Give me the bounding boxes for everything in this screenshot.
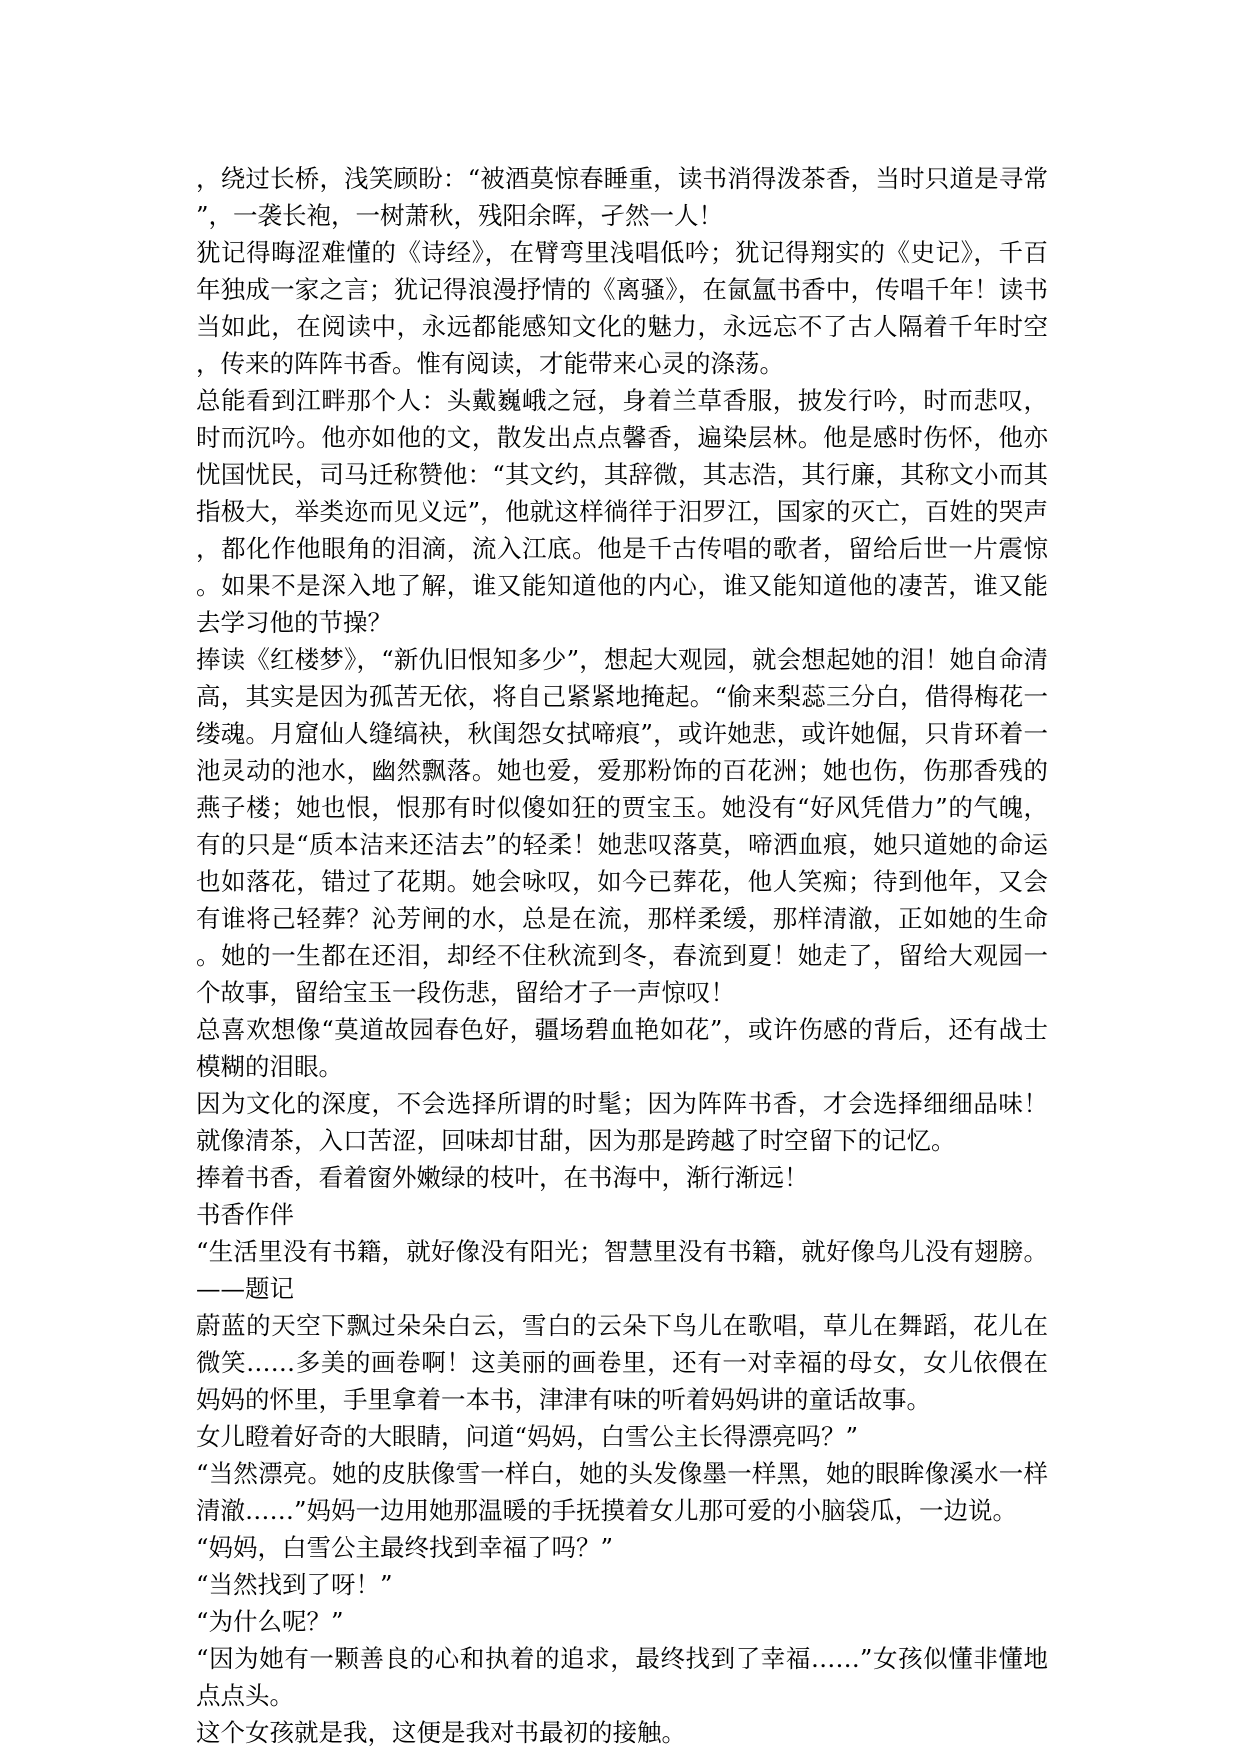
paragraph: ，绕过长桥，浅笑顾盼：“被酒莫惊春睡重，读书消得泼茶香，当时只道是寻常”，一袭长袍，一树萧秋，残阳余晖，孑然一人！ xyxy=(196,164,1048,230)
paragraph: “因为她有一颗善良的心和执着的追求，最终找到了幸福……”女孩似懂非懂地点点头。 xyxy=(196,1644,1048,1710)
epigraph: “生活里没有书籍，就好像没有阳光；智慧里没有书籍，就好像鸟儿没有翅膀。——题记 xyxy=(196,1237,1048,1303)
document-body xyxy=(196,160,1048,1751)
paragraph: 因为文化的深度，不会选择所谓的时髦；因为阵阵书香，才会选择细细品味！就像清茶，入口苦涩，回味却甘甜，因为那是跨越了时空留下的记忆。 xyxy=(196,1089,1048,1155)
paragraph: 蔚蓝的天空下飘过朵朵白云，雪白的云朵下鸟儿在歌唱，草儿在舞蹈，花儿在微笑……多美的画卷啊！这美丽的画卷里，还有一对幸福的母女，女儿依偎在妈妈的怀里，手里拿着一本书，津津有味的听着妈妈讲的童话故事。 xyxy=(196,1311,1048,1414)
paragraph: “当然漂亮。她的皮肤像雪一样白，她的头发像墨一样黑，她的眼眸像溪水一样清澈……”妈妈一边用她那温暖的手抚摸着女儿那可爱的小脑袋瓜，一边说。 xyxy=(196,1459,1048,1525)
section-title: 书香作伴 xyxy=(196,1200,294,1229)
paragraph: 总能看到江畔那个人：头戴巍峨之冠，身着兰草香服，披发行吟，时而悲叹，时而沉吟。他亦如他的文，散发出点点馨香，遍染层林。他是感时伤怀，他亦忧国忧民，司马迁称赞他：“其文约，其辞微，其志浩，其行廉，其称文小而其指极大，举类迩而见义远”，他就这样徜徉于汨罗江，国家的灭亡，百姓的哭声，都化作他眼角的泪滴，流入江底。他是千古传唱的歌者，留给后世一片震惊。如果不是深入地了解，谁又能知道他的内心，谁又能知道他的凄苦，谁又能去学习他的节操？ xyxy=(196,386,1048,637)
paragraph: 捧着书香，看着窗外嫩绿的枝叶，在书海中，渐行渐远！ xyxy=(196,1163,809,1192)
paragraph: 这个女孩就是我，这便是我对书最初的接触。 xyxy=(196,1718,686,1747)
paragraph: “妈妈，白雪公主最终找到幸福了吗？” xyxy=(196,1533,614,1562)
paragraph: “为什么呢？” xyxy=(196,1607,344,1636)
paragraph: 总喜欢想像“莫道故园春色好，疆场碧血艳如花”，或许伤感的背后，还有战士模糊的泪眼。 xyxy=(196,1015,1048,1081)
paragraph: 捧读《红楼梦》，“新仇旧恨知多少”，想起大观园，就会想起她的泪！她自命清高，其实是因为孤苦无依，将自己紧紧地掩起。“偷来梨蕊三分白，借得梅花一缕魂。月窟仙人缝缟袂，秋闺怨女拭啼痕”，或许她悲，或许她倔，只肯环着一池灵动的池水，幽然飘落。她也爱，爱那粉饰的百花洲；她也伤，伤那香残的燕子楼；她也恨，恨那有时似傻如狂的贾宝玉。她没有“好风凭借力”的气魄，有的只是“质本洁来还洁去”的轻柔！她悲叹落莫，啼洒血痕，她只道她的命运也如落花，错过了花期。她会咏叹，如今已葬花，他人笑痴；待到他年，又会有谁将己轻葬？沁芳闸的水，总是在流，那样柔缓，那样清澈，正如她的生命。她的一生都在还泪，却经不住秋流到冬，春流到夏！她走了，留给大观园一个故事，留给宝玉一段伤悲，留给才子一声惊叹！ xyxy=(196,645,1048,1007)
paragraph: 犹记得晦涩难懂的《诗经》，在臂弯里浅唱低吟；犹记得翔实的《史记》，千百年独成一家之言；犹记得浪漫抒情的《离骚》，在氤氲书香中，传唱千年！读书当如此，在阅读中，永远都能感知文化的魅力，永远忘不了古人隔着千年时空，传来的阵阵书香。惟有阅读，才能带来心灵的涤荡。 xyxy=(196,238,1048,378)
paragraph: “当然找到了呀！” xyxy=(196,1570,393,1599)
paragraph: 女儿瞪着好奇的大眼睛，问道“妈妈，白雪公主长得漂亮吗？” xyxy=(196,1422,859,1451)
